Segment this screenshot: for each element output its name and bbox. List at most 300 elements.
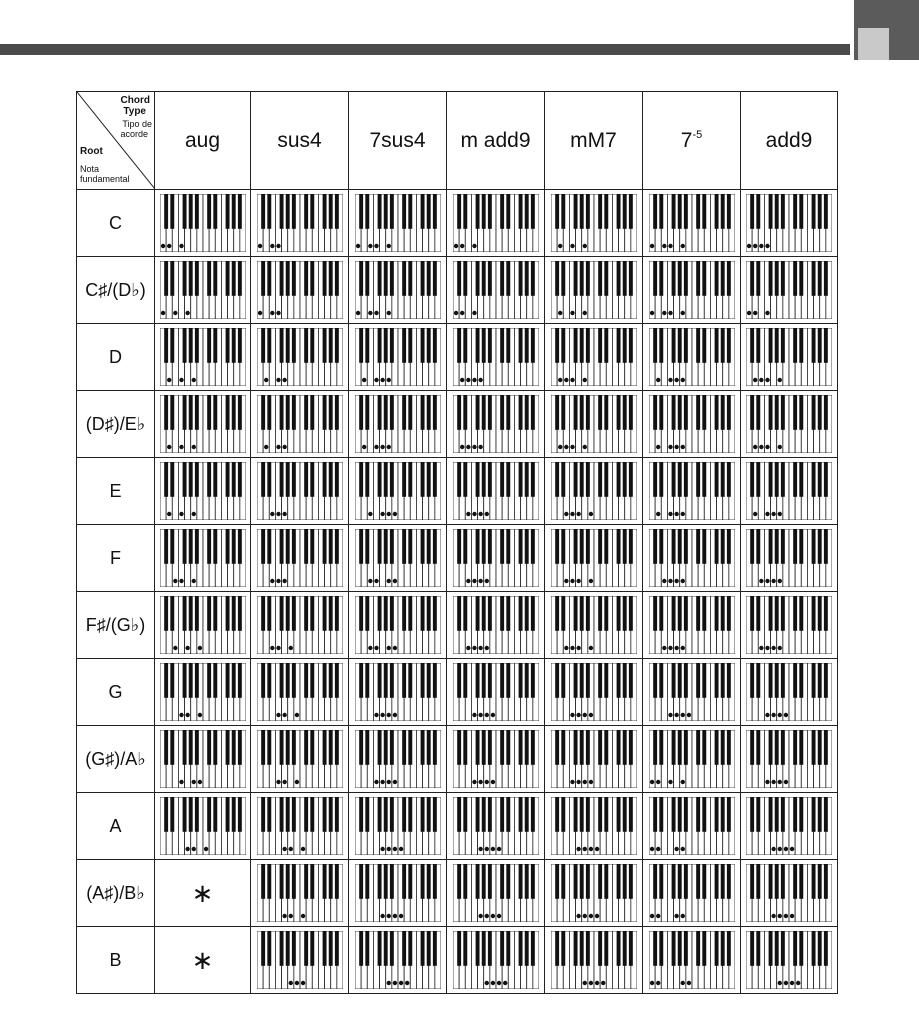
black-key bbox=[696, 194, 700, 229]
black-key bbox=[720, 931, 724, 966]
pressed-key-dot bbox=[576, 780, 580, 784]
pressed-key-dot bbox=[668, 512, 672, 516]
black-key bbox=[310, 931, 314, 966]
black-key bbox=[500, 261, 504, 296]
black-key bbox=[457, 529, 461, 564]
pressed-key-dot bbox=[564, 378, 568, 382]
black-key bbox=[304, 931, 308, 966]
pressed-key-dot bbox=[368, 512, 372, 516]
black-key bbox=[365, 395, 369, 430]
black-key bbox=[530, 730, 534, 765]
black-key bbox=[818, 663, 822, 698]
chord-cell bbox=[349, 458, 447, 525]
pressed-key-dot bbox=[355, 244, 359, 248]
black-key bbox=[432, 529, 436, 564]
pressed-key-dot bbox=[674, 914, 678, 918]
black-key bbox=[604, 931, 608, 966]
pressed-key-dot bbox=[380, 914, 384, 918]
pressed-key-dot bbox=[588, 847, 592, 851]
pressed-key-dot bbox=[496, 981, 500, 985]
black-key bbox=[775, 462, 779, 497]
pressed-key-dot bbox=[374, 244, 378, 248]
black-key bbox=[714, 931, 718, 966]
not-available-symbol: ∗ bbox=[191, 877, 214, 908]
black-key bbox=[500, 730, 504, 765]
black-key bbox=[481, 797, 485, 832]
keyboard-diagram bbox=[551, 797, 637, 855]
pressed-key-dot bbox=[668, 579, 672, 583]
black-key bbox=[799, 462, 803, 497]
pressed-key-dot bbox=[288, 981, 292, 985]
pressed-key-dot bbox=[386, 914, 390, 918]
pressed-key-dot bbox=[197, 780, 201, 784]
black-key bbox=[377, 596, 381, 631]
black-key bbox=[812, 596, 816, 631]
black-key bbox=[628, 596, 632, 631]
black-key bbox=[756, 730, 760, 765]
black-key bbox=[334, 730, 338, 765]
black-key bbox=[267, 797, 271, 832]
black-key bbox=[561, 596, 565, 631]
pressed-key-dot bbox=[380, 445, 384, 449]
pressed-key-dot bbox=[191, 512, 195, 516]
black-key bbox=[322, 797, 326, 832]
chord-row bbox=[77, 927, 838, 994]
black-key bbox=[285, 462, 289, 497]
black-key bbox=[291, 663, 295, 698]
black-key bbox=[579, 194, 583, 229]
black-key bbox=[261, 462, 265, 497]
root-note-cell bbox=[77, 860, 155, 927]
black-key bbox=[164, 194, 168, 229]
pressed-key-dot bbox=[759, 378, 763, 382]
black-key bbox=[420, 395, 424, 430]
black-key bbox=[671, 931, 675, 966]
black-key bbox=[261, 529, 265, 564]
black-key bbox=[402, 328, 406, 363]
black-key bbox=[720, 529, 724, 564]
black-key bbox=[310, 261, 314, 296]
black-key bbox=[671, 194, 675, 229]
black-key bbox=[182, 261, 186, 296]
black-key bbox=[616, 529, 620, 564]
black-key bbox=[463, 596, 467, 631]
black-key bbox=[598, 529, 602, 564]
chord-cell bbox=[643, 927, 741, 994]
black-key bbox=[750, 462, 754, 497]
black-key bbox=[291, 596, 295, 631]
black-key bbox=[334, 462, 338, 497]
black-key bbox=[481, 663, 485, 698]
pressed-key-dot bbox=[282, 780, 286, 784]
black-key bbox=[170, 596, 174, 631]
black-key bbox=[585, 529, 589, 564]
keyboard-diagram bbox=[551, 328, 637, 386]
keyboard-diagram bbox=[257, 328, 343, 386]
black-key bbox=[714, 864, 718, 899]
black-key bbox=[818, 395, 822, 430]
black-key bbox=[225, 596, 229, 631]
keyboard-diagram bbox=[551, 931, 637, 989]
black-key bbox=[702, 663, 706, 698]
black-key bbox=[530, 596, 534, 631]
black-key bbox=[781, 931, 785, 966]
black-key bbox=[518, 395, 522, 430]
black-key bbox=[696, 261, 700, 296]
pressed-key-dot bbox=[674, 512, 678, 516]
black-key bbox=[726, 194, 730, 229]
black-key bbox=[506, 194, 510, 229]
chord-cell bbox=[251, 592, 349, 659]
black-key bbox=[377, 864, 381, 899]
black-key bbox=[285, 797, 289, 832]
black-key bbox=[279, 194, 283, 229]
black-key bbox=[628, 529, 632, 564]
pressed-key-dot bbox=[570, 378, 574, 382]
chord-cell bbox=[155, 659, 251, 726]
black-key bbox=[573, 529, 577, 564]
chord-cell bbox=[545, 726, 643, 793]
black-key bbox=[659, 663, 663, 698]
black-key bbox=[457, 931, 461, 966]
pressed-key-dot bbox=[392, 713, 396, 717]
black-key bbox=[683, 596, 687, 631]
black-key bbox=[756, 328, 760, 363]
black-key bbox=[506, 730, 510, 765]
black-key bbox=[683, 931, 687, 966]
black-key bbox=[720, 797, 724, 832]
black-key bbox=[579, 529, 583, 564]
black-key bbox=[207, 730, 211, 765]
black-key bbox=[756, 596, 760, 631]
chord-cell bbox=[155, 860, 251, 927]
black-key bbox=[432, 931, 436, 966]
black-key bbox=[231, 194, 235, 229]
black-key bbox=[573, 462, 577, 497]
pressed-key-dot bbox=[765, 244, 769, 248]
pressed-key-dot bbox=[753, 311, 757, 315]
black-key bbox=[726, 596, 730, 631]
black-key bbox=[481, 395, 485, 430]
black-key bbox=[799, 529, 803, 564]
keyboard-diagram bbox=[257, 596, 343, 654]
black-key bbox=[824, 797, 828, 832]
black-key bbox=[261, 797, 265, 832]
pressed-key-dot bbox=[484, 646, 488, 650]
black-key bbox=[291, 328, 295, 363]
pressed-key-dot bbox=[582, 847, 586, 851]
root-note-label: G bbox=[108, 681, 123, 702]
black-key bbox=[524, 261, 528, 296]
black-key bbox=[207, 797, 211, 832]
black-key bbox=[194, 730, 198, 765]
keyboard-diagram bbox=[453, 395, 539, 453]
black-key bbox=[487, 596, 491, 631]
black-key bbox=[579, 395, 583, 430]
pressed-key-dot bbox=[191, 378, 195, 382]
black-key bbox=[683, 261, 687, 296]
black-key bbox=[659, 797, 663, 832]
black-key bbox=[622, 261, 626, 296]
pressed-key-dot bbox=[374, 780, 378, 784]
black-key bbox=[408, 395, 412, 430]
pressed-key-dot bbox=[674, 646, 678, 650]
black-key bbox=[207, 328, 211, 363]
black-key bbox=[261, 261, 265, 296]
black-key bbox=[696, 328, 700, 363]
black-key bbox=[604, 261, 608, 296]
black-key bbox=[555, 529, 559, 564]
keyboard-diagram bbox=[551, 596, 637, 654]
keyboard-diagram bbox=[649, 529, 735, 587]
pressed-key-dot bbox=[380, 713, 384, 717]
black-key bbox=[457, 328, 461, 363]
black-key bbox=[279, 864, 283, 899]
black-key bbox=[653, 194, 657, 229]
keyboard-diagram bbox=[160, 462, 246, 520]
keyboard-diagram bbox=[355, 328, 441, 386]
black-key bbox=[408, 596, 412, 631]
black-key bbox=[194, 797, 198, 832]
black-key bbox=[267, 931, 271, 966]
keyboard-diagram bbox=[746, 864, 832, 922]
black-key bbox=[279, 797, 283, 832]
black-key bbox=[561, 529, 565, 564]
root-note-cell bbox=[77, 324, 155, 391]
pressed-key-dot bbox=[668, 713, 672, 717]
keyboard-diagram bbox=[355, 529, 441, 587]
black-key bbox=[506, 328, 510, 363]
black-key bbox=[622, 328, 626, 363]
black-key bbox=[383, 596, 387, 631]
black-key bbox=[793, 931, 797, 966]
pressed-key-dot bbox=[466, 445, 470, 449]
pressed-key-dot bbox=[582, 244, 586, 248]
black-key bbox=[285, 730, 289, 765]
keyboard-diagram bbox=[355, 797, 441, 855]
black-key bbox=[481, 730, 485, 765]
black-key bbox=[328, 395, 332, 430]
pressed-key-dot bbox=[392, 780, 396, 784]
black-key bbox=[616, 730, 620, 765]
pressed-key-dot bbox=[790, 981, 794, 985]
pressed-key-dot bbox=[649, 780, 653, 784]
black-key bbox=[622, 596, 626, 631]
black-key bbox=[775, 395, 779, 430]
black-key bbox=[775, 931, 779, 966]
root-note-label: (G♯)/A♭ bbox=[85, 748, 146, 769]
black-key bbox=[365, 730, 369, 765]
pressed-key-dot bbox=[753, 445, 757, 449]
black-key bbox=[426, 864, 430, 899]
keyboard-diagram bbox=[746, 529, 832, 587]
black-key bbox=[683, 797, 687, 832]
black-key bbox=[659, 596, 663, 631]
black-key bbox=[812, 797, 816, 832]
pressed-key-dot bbox=[576, 512, 580, 516]
black-key bbox=[334, 395, 338, 430]
black-key bbox=[824, 395, 828, 430]
pressed-key-dot bbox=[167, 244, 171, 248]
black-key bbox=[432, 864, 436, 899]
black-key bbox=[304, 730, 308, 765]
pressed-key-dot bbox=[576, 646, 580, 650]
black-key bbox=[182, 529, 186, 564]
black-key bbox=[598, 462, 602, 497]
black-key bbox=[267, 261, 271, 296]
pressed-key-dot bbox=[668, 378, 672, 382]
black-key bbox=[225, 328, 229, 363]
black-key bbox=[402, 864, 406, 899]
black-key bbox=[475, 797, 479, 832]
pressed-key-dot bbox=[374, 378, 378, 382]
black-key bbox=[194, 596, 198, 631]
chord-cell bbox=[643, 860, 741, 927]
black-key bbox=[726, 797, 730, 832]
black-key bbox=[769, 596, 773, 631]
pressed-key-dot bbox=[300, 981, 304, 985]
black-key bbox=[194, 328, 198, 363]
black-key bbox=[170, 529, 174, 564]
pressed-key-dot bbox=[753, 244, 757, 248]
black-key bbox=[359, 596, 363, 631]
pressed-key-dot bbox=[386, 579, 390, 583]
black-key bbox=[750, 797, 754, 832]
black-key bbox=[213, 395, 217, 430]
pressed-key-dot bbox=[386, 445, 390, 449]
black-key bbox=[188, 596, 192, 631]
black-key bbox=[714, 462, 718, 497]
black-key bbox=[518, 328, 522, 363]
pressed-key-dot bbox=[380, 512, 384, 516]
pressed-key-dot bbox=[656, 780, 660, 784]
pressed-key-dot bbox=[282, 914, 286, 918]
black-key bbox=[671, 261, 675, 296]
black-key bbox=[377, 462, 381, 497]
black-key bbox=[518, 462, 522, 497]
black-key bbox=[573, 596, 577, 631]
pressed-key-dot bbox=[276, 512, 280, 516]
black-key bbox=[573, 395, 577, 430]
pressed-key-dot bbox=[294, 981, 298, 985]
pressed-key-dot bbox=[588, 512, 592, 516]
black-key bbox=[291, 730, 295, 765]
black-key bbox=[506, 864, 510, 899]
black-key bbox=[426, 730, 430, 765]
black-key bbox=[555, 462, 559, 497]
chord-row bbox=[77, 190, 838, 257]
black-key bbox=[579, 663, 583, 698]
black-key bbox=[769, 261, 773, 296]
black-key bbox=[702, 529, 706, 564]
black-key bbox=[334, 328, 338, 363]
black-key bbox=[420, 529, 424, 564]
black-key bbox=[726, 931, 730, 966]
black-key bbox=[824, 663, 828, 698]
root-note-cell bbox=[77, 257, 155, 324]
black-key bbox=[683, 328, 687, 363]
keyboard-diagram bbox=[649, 395, 735, 453]
chord-cell bbox=[643, 726, 741, 793]
black-key bbox=[677, 663, 681, 698]
black-key bbox=[598, 194, 602, 229]
pressed-key-dot bbox=[392, 646, 396, 650]
black-key bbox=[720, 261, 724, 296]
pressed-key-dot bbox=[588, 780, 592, 784]
black-key bbox=[518, 797, 522, 832]
black-key bbox=[285, 529, 289, 564]
pressed-key-dot bbox=[374, 579, 378, 583]
black-key bbox=[683, 395, 687, 430]
black-key bbox=[304, 261, 308, 296]
black-key bbox=[377, 529, 381, 564]
black-key bbox=[213, 797, 217, 832]
keyboard-diagram bbox=[453, 328, 539, 386]
black-key bbox=[604, 797, 608, 832]
pressed-key-dot bbox=[191, 780, 195, 784]
keyboard-diagram bbox=[453, 730, 539, 788]
chord-cell bbox=[155, 257, 251, 324]
chord-row bbox=[77, 659, 838, 726]
chord-cell bbox=[155, 391, 251, 458]
chord-type-add9 bbox=[741, 92, 838, 190]
black-key bbox=[500, 596, 504, 631]
black-key bbox=[267, 730, 271, 765]
pressed-key-dot bbox=[392, 914, 396, 918]
black-key bbox=[812, 194, 816, 229]
chord-type-7-5 bbox=[643, 92, 741, 190]
chord-cell bbox=[251, 190, 349, 257]
black-key bbox=[555, 663, 559, 698]
black-key bbox=[261, 931, 265, 966]
black-key bbox=[310, 663, 314, 698]
black-key bbox=[359, 462, 363, 497]
black-key bbox=[500, 931, 504, 966]
black-key bbox=[402, 462, 406, 497]
chord-cell bbox=[447, 726, 545, 793]
black-key bbox=[781, 797, 785, 832]
black-key bbox=[585, 194, 589, 229]
pressed-key-dot bbox=[484, 512, 488, 516]
black-key bbox=[237, 797, 241, 832]
black-key bbox=[628, 395, 632, 430]
black-key bbox=[188, 529, 192, 564]
chord-cell bbox=[155, 726, 251, 793]
black-key bbox=[793, 797, 797, 832]
black-key bbox=[207, 596, 211, 631]
black-key bbox=[775, 797, 779, 832]
black-key bbox=[328, 931, 332, 966]
keyboard-diagram bbox=[551, 730, 637, 788]
black-key bbox=[383, 864, 387, 899]
pressed-key-dot bbox=[179, 713, 183, 717]
black-key bbox=[402, 730, 406, 765]
black-key bbox=[213, 261, 217, 296]
chord-cell bbox=[447, 391, 545, 458]
pressed-key-dot bbox=[570, 780, 574, 784]
black-key bbox=[659, 395, 663, 430]
pressed-key-dot bbox=[778, 847, 782, 851]
black-key bbox=[182, 730, 186, 765]
black-key bbox=[714, 663, 718, 698]
black-key bbox=[793, 261, 797, 296]
black-key bbox=[432, 328, 436, 363]
pressed-key-dot bbox=[503, 981, 507, 985]
pressed-key-dot bbox=[490, 847, 494, 851]
keyboard-diagram bbox=[257, 462, 343, 520]
black-key bbox=[170, 663, 174, 698]
chord-cell bbox=[349, 257, 447, 324]
